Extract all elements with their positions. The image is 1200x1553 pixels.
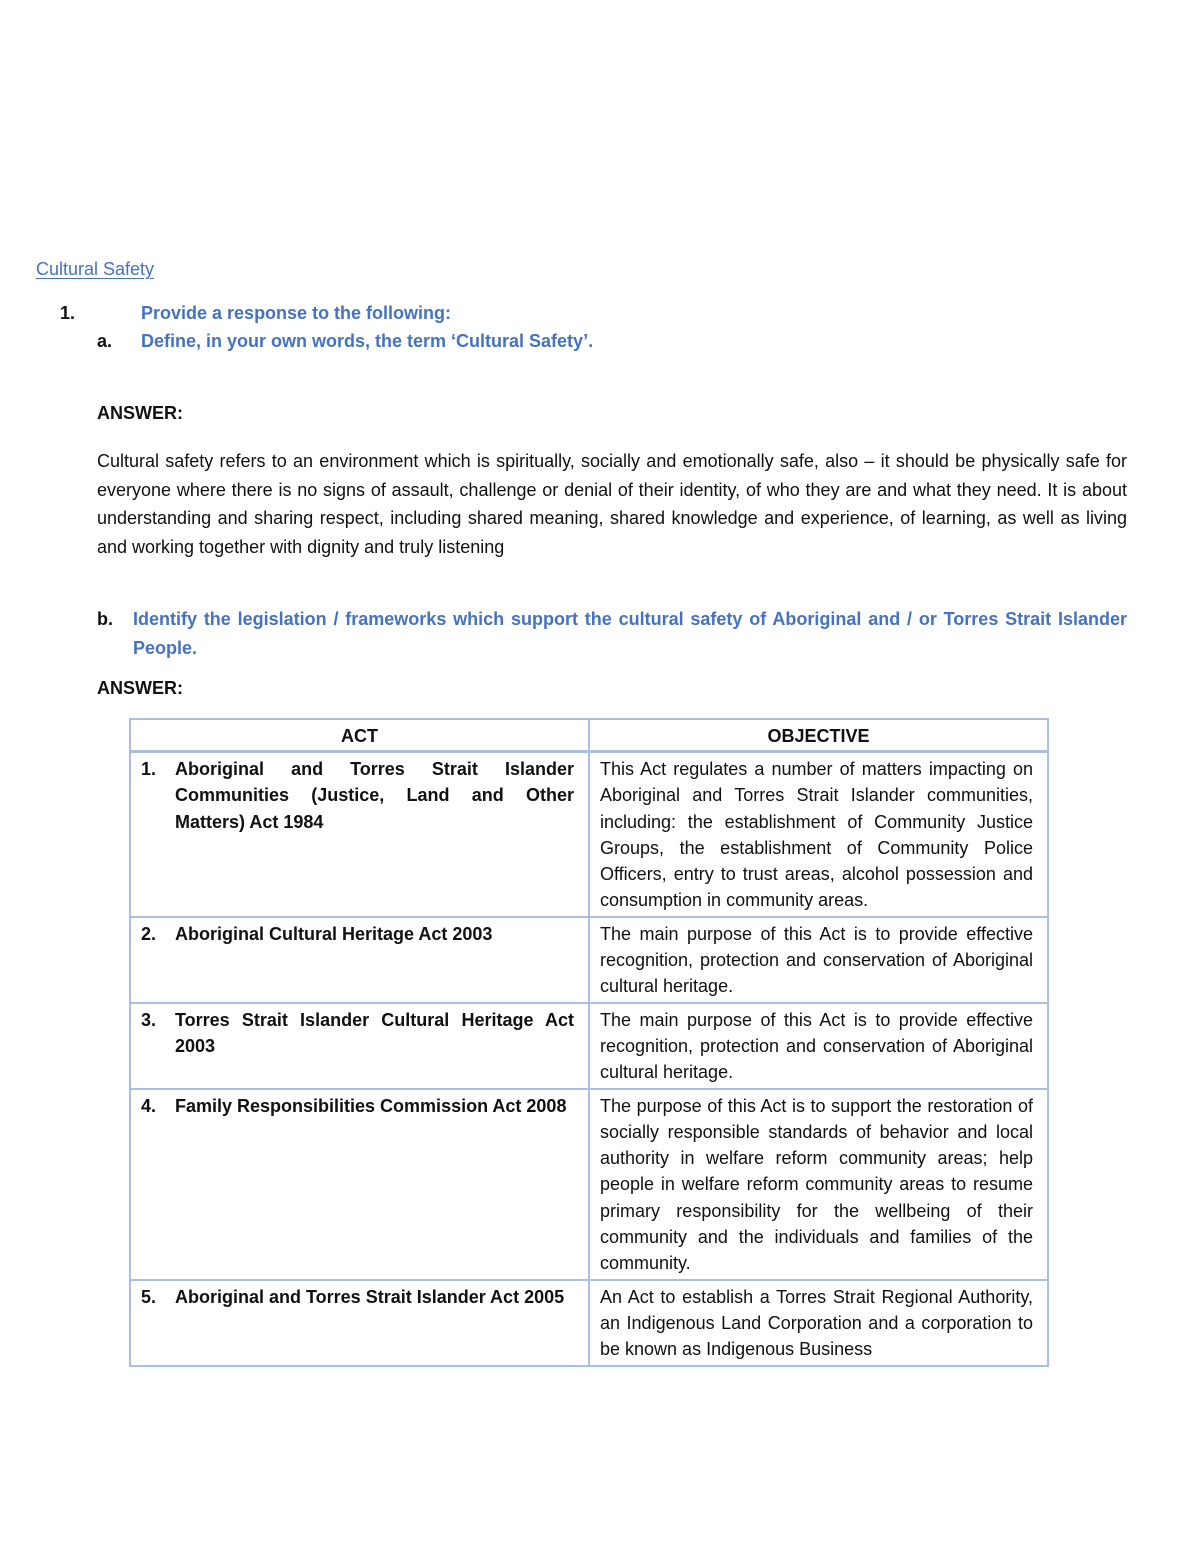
objective-cell: This Act regulates a number of matters impacting on Aboriginal and Torres Strait Islander communities, including: the establishment of Community Justice Groups, the establishment of Community Police Officers, entry to trust areas, alcohol possession and consumption in community areas. [589, 752, 1048, 917]
part-a-letter: a. [97, 331, 113, 351]
row-number: 1. [141, 759, 157, 779]
table-row [130, 1089, 1048, 1280]
table-row [130, 1003, 1048, 1089]
act-name: Aboriginal and Torres Strait Islander Communities (Justice, Land and Other Matters) Act 1984 [175, 759, 574, 832]
objective-cell: The main purpose of this Act is to provide effective recognition, protection and conservation of Aboriginal cultural heritage. [589, 1003, 1048, 1089]
objective-cell: The main purpose of this Act is to provide effective recognition, protection and conservation of Aboriginal cultural heritage. [589, 917, 1048, 1003]
answer-paragraph-a: Cultural safety refers to an environment which is spiritually, socially and emotionally safe, also – it should be physically safe for everyone where there is no signs of assault, challenge or denial of their identity, of who they are and what they need. It is about understanding and sharing respect, including shared meaning, shared knowledge and experience, of learning, as well as living and working together with dignity and truly listening [97, 451, 1127, 557]
act-cell [130, 1089, 589, 1280]
act-name: Aboriginal and Torres Strait Islander Act 2005 [175, 1286, 565, 1307]
part-b-text: Identify the legislation / frameworks which support the cultural safety of Aboriginal and / or Torres Strait Islander People. [133, 609, 1127, 658]
header-objective: OBJECTIVE [589, 719, 1048, 752]
question-part-a [97, 331, 593, 352]
objective-cell: The purpose of this Act is to support the restoration of socially responsible standards of behavior and local authority in welfare reform community areas; help people in welfare reform community areas to resume primary responsibility for the wellbeing of their community and the individuals and families of the community. [589, 1089, 1048, 1280]
question-number: 1. [60, 303, 76, 323]
part-a-text: Define, in your own words, the term ‘Cultural Safety’. [141, 331, 594, 351]
row-number: 4. [141, 1095, 157, 1116]
table-row [130, 917, 1048, 1003]
act-cell [130, 1280, 589, 1366]
header-act: ACT [130, 719, 589, 752]
question-text: Provide a response to the following: [141, 303, 452, 323]
act-cell [130, 1003, 589, 1089]
question-1 [60, 303, 451, 324]
act-name: Family Responsibilities Commission Act 2008 [175, 1095, 567, 1116]
act-name: Aboriginal Cultural Heritage Act 2003 [175, 923, 493, 944]
table-row [130, 752, 1048, 917]
part-b-letter: b. [97, 609, 113, 629]
question-part-b [97, 605, 1127, 663]
act-name: Torres Strait Islander Cultural Heritage Act 2003 [175, 1009, 574, 1056]
table-row [130, 1280, 1048, 1366]
act-cell [130, 752, 589, 917]
section-title: Cultural Safety [36, 259, 155, 279]
row-number: 2. [141, 923, 157, 944]
table-header-row [130, 719, 1048, 752]
act-cell [130, 917, 589, 1003]
answer-label-a: ANSWER: [97, 403, 183, 423]
row-number: 3. [141, 1009, 157, 1030]
row-number: 5. [141, 1286, 157, 1307]
legislation-table [129, 718, 1049, 1367]
objective-cell: An Act to establish a Torres Strait Regional Authority, an Indigenous Land Corporation and a corporation to be known as Indigenous Business [589, 1280, 1048, 1366]
answer-label-b: ANSWER: [97, 678, 183, 698]
